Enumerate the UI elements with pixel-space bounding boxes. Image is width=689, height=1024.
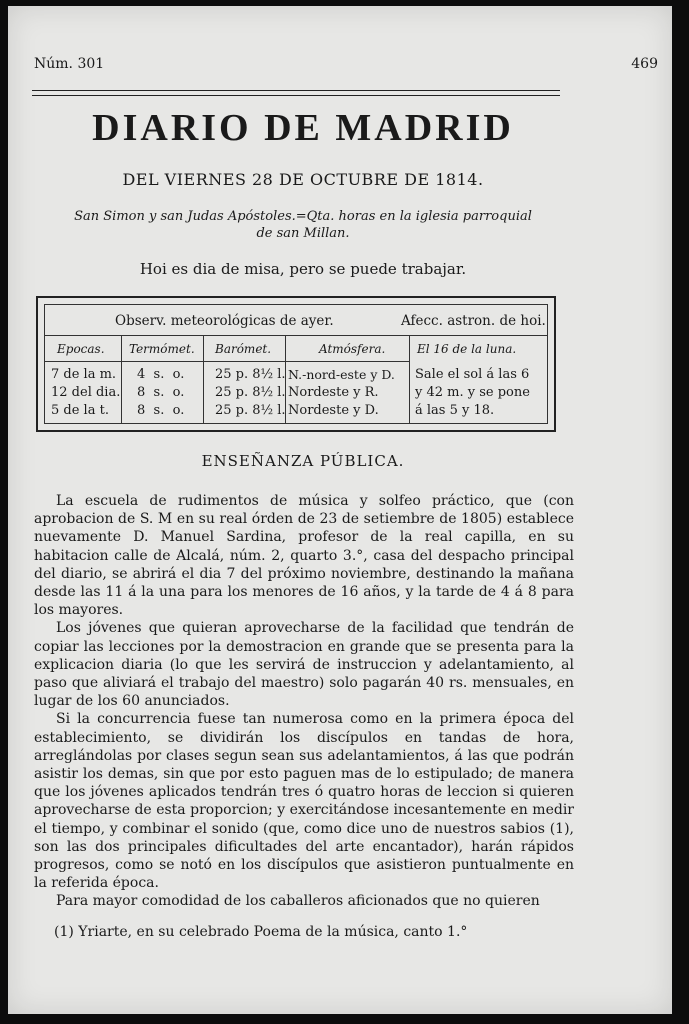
issue-number: Núm. 301 xyxy=(34,56,105,72)
row-1-epoca: 7 de la m. xyxy=(51,367,117,382)
column-divider xyxy=(121,335,122,423)
row-3-epoca: 5 de la t. xyxy=(51,403,109,418)
row-3-barometro: 25 p. 8½ l. xyxy=(215,403,286,418)
row-3-atmosfera: Nordeste y D. xyxy=(288,403,379,418)
meteorology-heading: Observ. meteorológicas de ayer. xyxy=(115,313,334,329)
row-3-termometro: 8 s. o. xyxy=(137,403,185,418)
column-header-barometro: Barómet. xyxy=(215,342,272,356)
row-2-epoca: 12 del dia. xyxy=(51,385,121,400)
row-1-atmosfera: N.-nord-este y D. xyxy=(288,367,395,382)
mass-notice: Hoi es dia de misa, pero se puede trabajar. xyxy=(139,260,467,278)
article-paragraph: La escuela de rudimentos de música y solfeo práctico, que (con aprobacion de S. M en su real órden de 23 de setiembre de 1805) establece nuevamente D. Manuel Sardina, profesor de la real capilla, en su habitacion calle de Alcalá, núm. 2, quarto 3.°, casa del despacho principal del diario, se abrirá el dia 7 del próximo noviembre, destinando la mañana desde las 11 á la una para los menores de 16 años, y la tarde de 4 á 8 para los mayores. xyxy=(34,493,574,619)
meteorology-table xyxy=(36,296,556,432)
row-2-barometro: 25 p. 8½ l. xyxy=(215,385,286,400)
meteorology-inner-frame xyxy=(44,304,548,424)
column-divider xyxy=(203,335,204,423)
article-title: ENSEÑANZA PÚBLICA. xyxy=(201,452,405,470)
footnote: (1) Yriarte, en su celebrado Poema de la música, canto 1.° xyxy=(54,924,468,940)
column-header-divider xyxy=(45,361,409,362)
saints-line-2: de san Millan. xyxy=(256,226,350,241)
astronomy-heading: Afecc. astron. de hoi. xyxy=(401,313,546,329)
row-2-atmosfera: Nordeste y R. xyxy=(288,385,379,400)
row-1-termometro: 4 s. o. xyxy=(137,367,185,382)
article-body xyxy=(34,492,574,911)
header-rule-bottom xyxy=(32,95,560,96)
column-header-atmosfera: Atmósfera. xyxy=(319,342,386,356)
article-paragraph: Para mayor comodidad de los caballeros aficionados que no quieren xyxy=(56,893,540,910)
header-rule-top xyxy=(32,90,560,91)
column-header-termometro: Termómet. xyxy=(129,342,195,356)
column-header-luna: El 16 de la luna. xyxy=(417,342,517,356)
page-number: 469 xyxy=(631,56,658,72)
article-paragraph: Los jóvenes que quieran aprovecharse de la facilidad que tendrán de copiar las lecciones por la demostracion en grande que se presenta para la explicacion diaria (lo que les servirá de instruccion y adelantamiento, al paso que aliviará el trabajo del maestro) solo pagarán 40 rs. mensuales, en lugar de los 60 anunciados. xyxy=(34,620,574,710)
astro-line-3: á las 5 y 18. xyxy=(415,403,495,418)
saints-notice xyxy=(38,208,568,242)
saints-line-1: San Simon y san Judas Apóstoles.=Qta. horas en la iglesia parroquial xyxy=(74,209,532,224)
newspaper-page xyxy=(8,6,672,1014)
row-1-barometro: 25 p. 8½ l. xyxy=(215,367,286,382)
dateline: DEL VIERNES 28 DE OCTUBRE DE 1814. xyxy=(122,170,484,189)
masthead-title: DIARIO DE MADRID xyxy=(92,107,514,149)
column-divider xyxy=(409,335,410,423)
astro-line-1: Sale el sol á las 6 xyxy=(415,367,530,382)
article-paragraph: Si la concurrencia fuese tan numerosa como en la primera época del establecimiento, se dividirán los discípulos en tandas de hora, arreglándolas por clases segun sean sus adelantamientos, á las que podrán asistir los demas, sin que por esto paguen mas de lo estipulado; de manera que los jóvenes aplicados tendrán tres ó quatro horas de leccion si quieren aprovecharse de esta proporcion; y exercitándose incesantemente en medir el tiempo, y combinar el sonido (que, como dice uno de nuestros sabios (1), son las dos principales dificultades del arte encantador), harán rápidos progresos, como se notó en los discípulos que asistieron puntualmente en la referida época. xyxy=(34,711,574,892)
row-2-termometro: 8 s. o. xyxy=(137,385,185,400)
astro-line-2: y 42 m. y se pone xyxy=(415,385,530,400)
column-header-epocas: Epocas. xyxy=(57,342,105,356)
